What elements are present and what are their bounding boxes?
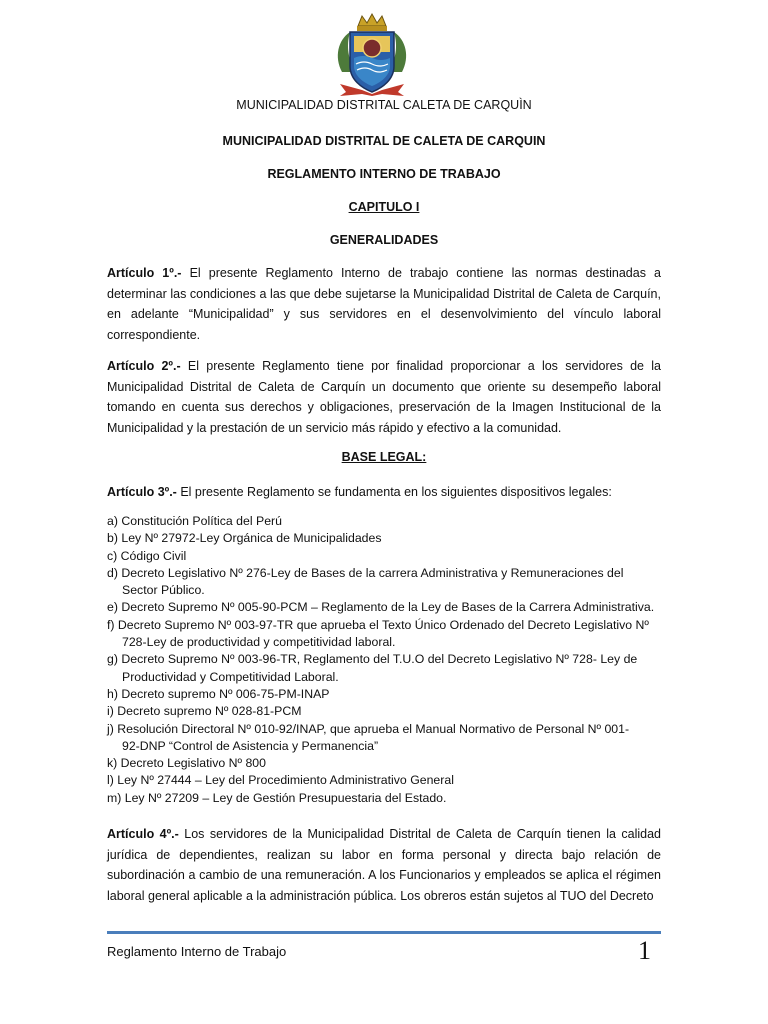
list-item-line: l) Ley Nº 27444 – Ley del Procedimiento Administrativo General <box>107 773 454 788</box>
list-item-continuation: Sector Público. <box>122 583 205 598</box>
list-item-line: d) Decreto Legislativo Nº 276-Ley de Bases de la carrera Administrativa y Remuneraciones del <box>107 565 624 580</box>
list-item-continuation: 728-Ley de productividad y competitividad laboral. <box>122 635 396 650</box>
list-item <box>107 530 667 547</box>
article-2-text: El presente Reglamento tiene por finalidad proporcionar a los servidores de la Municipalidad Distrital de Caleta de Carquín un documento que oriente su desempeño laboral tomando en cuenta sus derechos y obligaciones, preservación de la Imagen Institucional de la Municipalidad y la prestación de un servicio más rápido y efectivo a la comunidad. <box>107 359 661 435</box>
article-1-text: El presente Reglamento Interno de trabajo contiene las normas destinadas a determinar las condiciones a las que debe sujetarse la Municipalidad Distrital de Caleta de Carquín, en adelante “Municipalidad” y sus servidores en el desenvolvimiento del vínculo laboral correspondiente. <box>107 266 661 342</box>
list-item-continuation: 92-DNP “Control de Asistencia y Permanencia” <box>122 738 379 753</box>
chapter-heading-text: CAPITULO I <box>348 200 420 214</box>
base-legal-heading <box>0 450 768 464</box>
list-item-line: m) Ley Nº 27209 – Ley de Gestión Presupuestaria del Estado. <box>107 790 447 805</box>
list-item <box>107 755 667 772</box>
list-item-line: a) Constitución Política del Perú <box>107 514 282 528</box>
list-item <box>107 686 667 703</box>
list-item <box>107 790 667 807</box>
list-item <box>107 565 667 600</box>
article-3 <box>107 482 661 503</box>
list-item <box>107 721 667 756</box>
org-title: MUNICIPALIDAD DISTRITAL DE CALETA DE CARQUIN <box>222 134 546 148</box>
list-item-line: c) Código Civil <box>107 548 187 563</box>
list-item <box>107 548 667 565</box>
list-item <box>107 772 667 789</box>
coat-of-arms-icon <box>332 12 412 96</box>
base-legal-heading-text: BASE LEGAL: <box>341 450 427 464</box>
municipality-header: MUNICIPALIDAD DISTRITAL CALETA DE CARQUÌN <box>236 98 532 112</box>
footer-divider <box>107 931 661 934</box>
article-3-text: El presente Reglamento se fundamenta en los siguientes dispositivos legales: <box>180 485 612 499</box>
list-item-line: g) Decreto Supremo Nº 003-96-TR, Reglamento del T.U.O del Decreto Legislativo Nº 728- Ley de <box>107 652 638 667</box>
article-2-label: Artículo 2º.- <box>107 359 181 373</box>
list-item-continuation: Productividad y Competitividad Laboral. <box>122 669 339 684</box>
article-1 <box>107 263 661 345</box>
section-heading: GENERALIDADES <box>329 233 439 247</box>
page-number: 1 <box>638 936 651 965</box>
list-item <box>107 599 667 616</box>
list-item <box>107 651 667 686</box>
legal-basis-list <box>107 513 667 807</box>
list-item <box>107 513 667 530</box>
document-title: REGLAMENTO INTERNO DE TRABAJO <box>267 167 501 181</box>
list-item <box>107 617 667 652</box>
article-4 <box>107 824 661 906</box>
list-item-line: j) Resolución Directoral Nº 010-92/INAP, que aprueba el Manual Normativo de Personal Nº 001- <box>107 721 630 736</box>
article-2 <box>107 356 661 438</box>
list-item-line: k) Decreto Legislativo Nº 800 <box>107 756 266 771</box>
article-4-label: Artículo 4º.- <box>107 827 179 841</box>
list-item-line: h) Decreto supremo Nº 006-75-PM-INAP <box>107 686 330 701</box>
footer-title: Reglamento Interno de Trabajo <box>107 944 287 959</box>
article-1-label: Artículo 1º.- <box>107 266 182 280</box>
article-4-text: Los servidores de la Municipalidad Distrital de Caleta de Carquín tienen la calidad jurídica de dependientes, realizan su labor en forma personal y directa bajo relación de subordinación a cambio de una remuneración. A los Funcionarios y empleados se aplica el régimen laboral general aplicable a la administración pública. Los obreros están sujetos al TUO del Decreto <box>107 827 661 903</box>
list-item-line: f) Decreto Supremo Nº 003-97-TR que aprueba el Texto Único Ordenado del Decreto Legislativo Nº <box>107 617 649 632</box>
list-item-line: i) Decreto supremo Nº 028-81-PCM <box>107 704 302 719</box>
chapter-heading <box>0 200 768 214</box>
list-item <box>107 703 667 720</box>
list-item-line: e) Decreto Supremo Nº 005-90-PCM – Reglamento de la Ley de Bases de la Carrera Administrativa. <box>107 600 655 615</box>
article-3-label: Artículo 3º.- <box>107 485 177 499</box>
list-item-line: b) Ley Nº 27972-Ley Orgánica de Municipalidades <box>107 531 382 546</box>
